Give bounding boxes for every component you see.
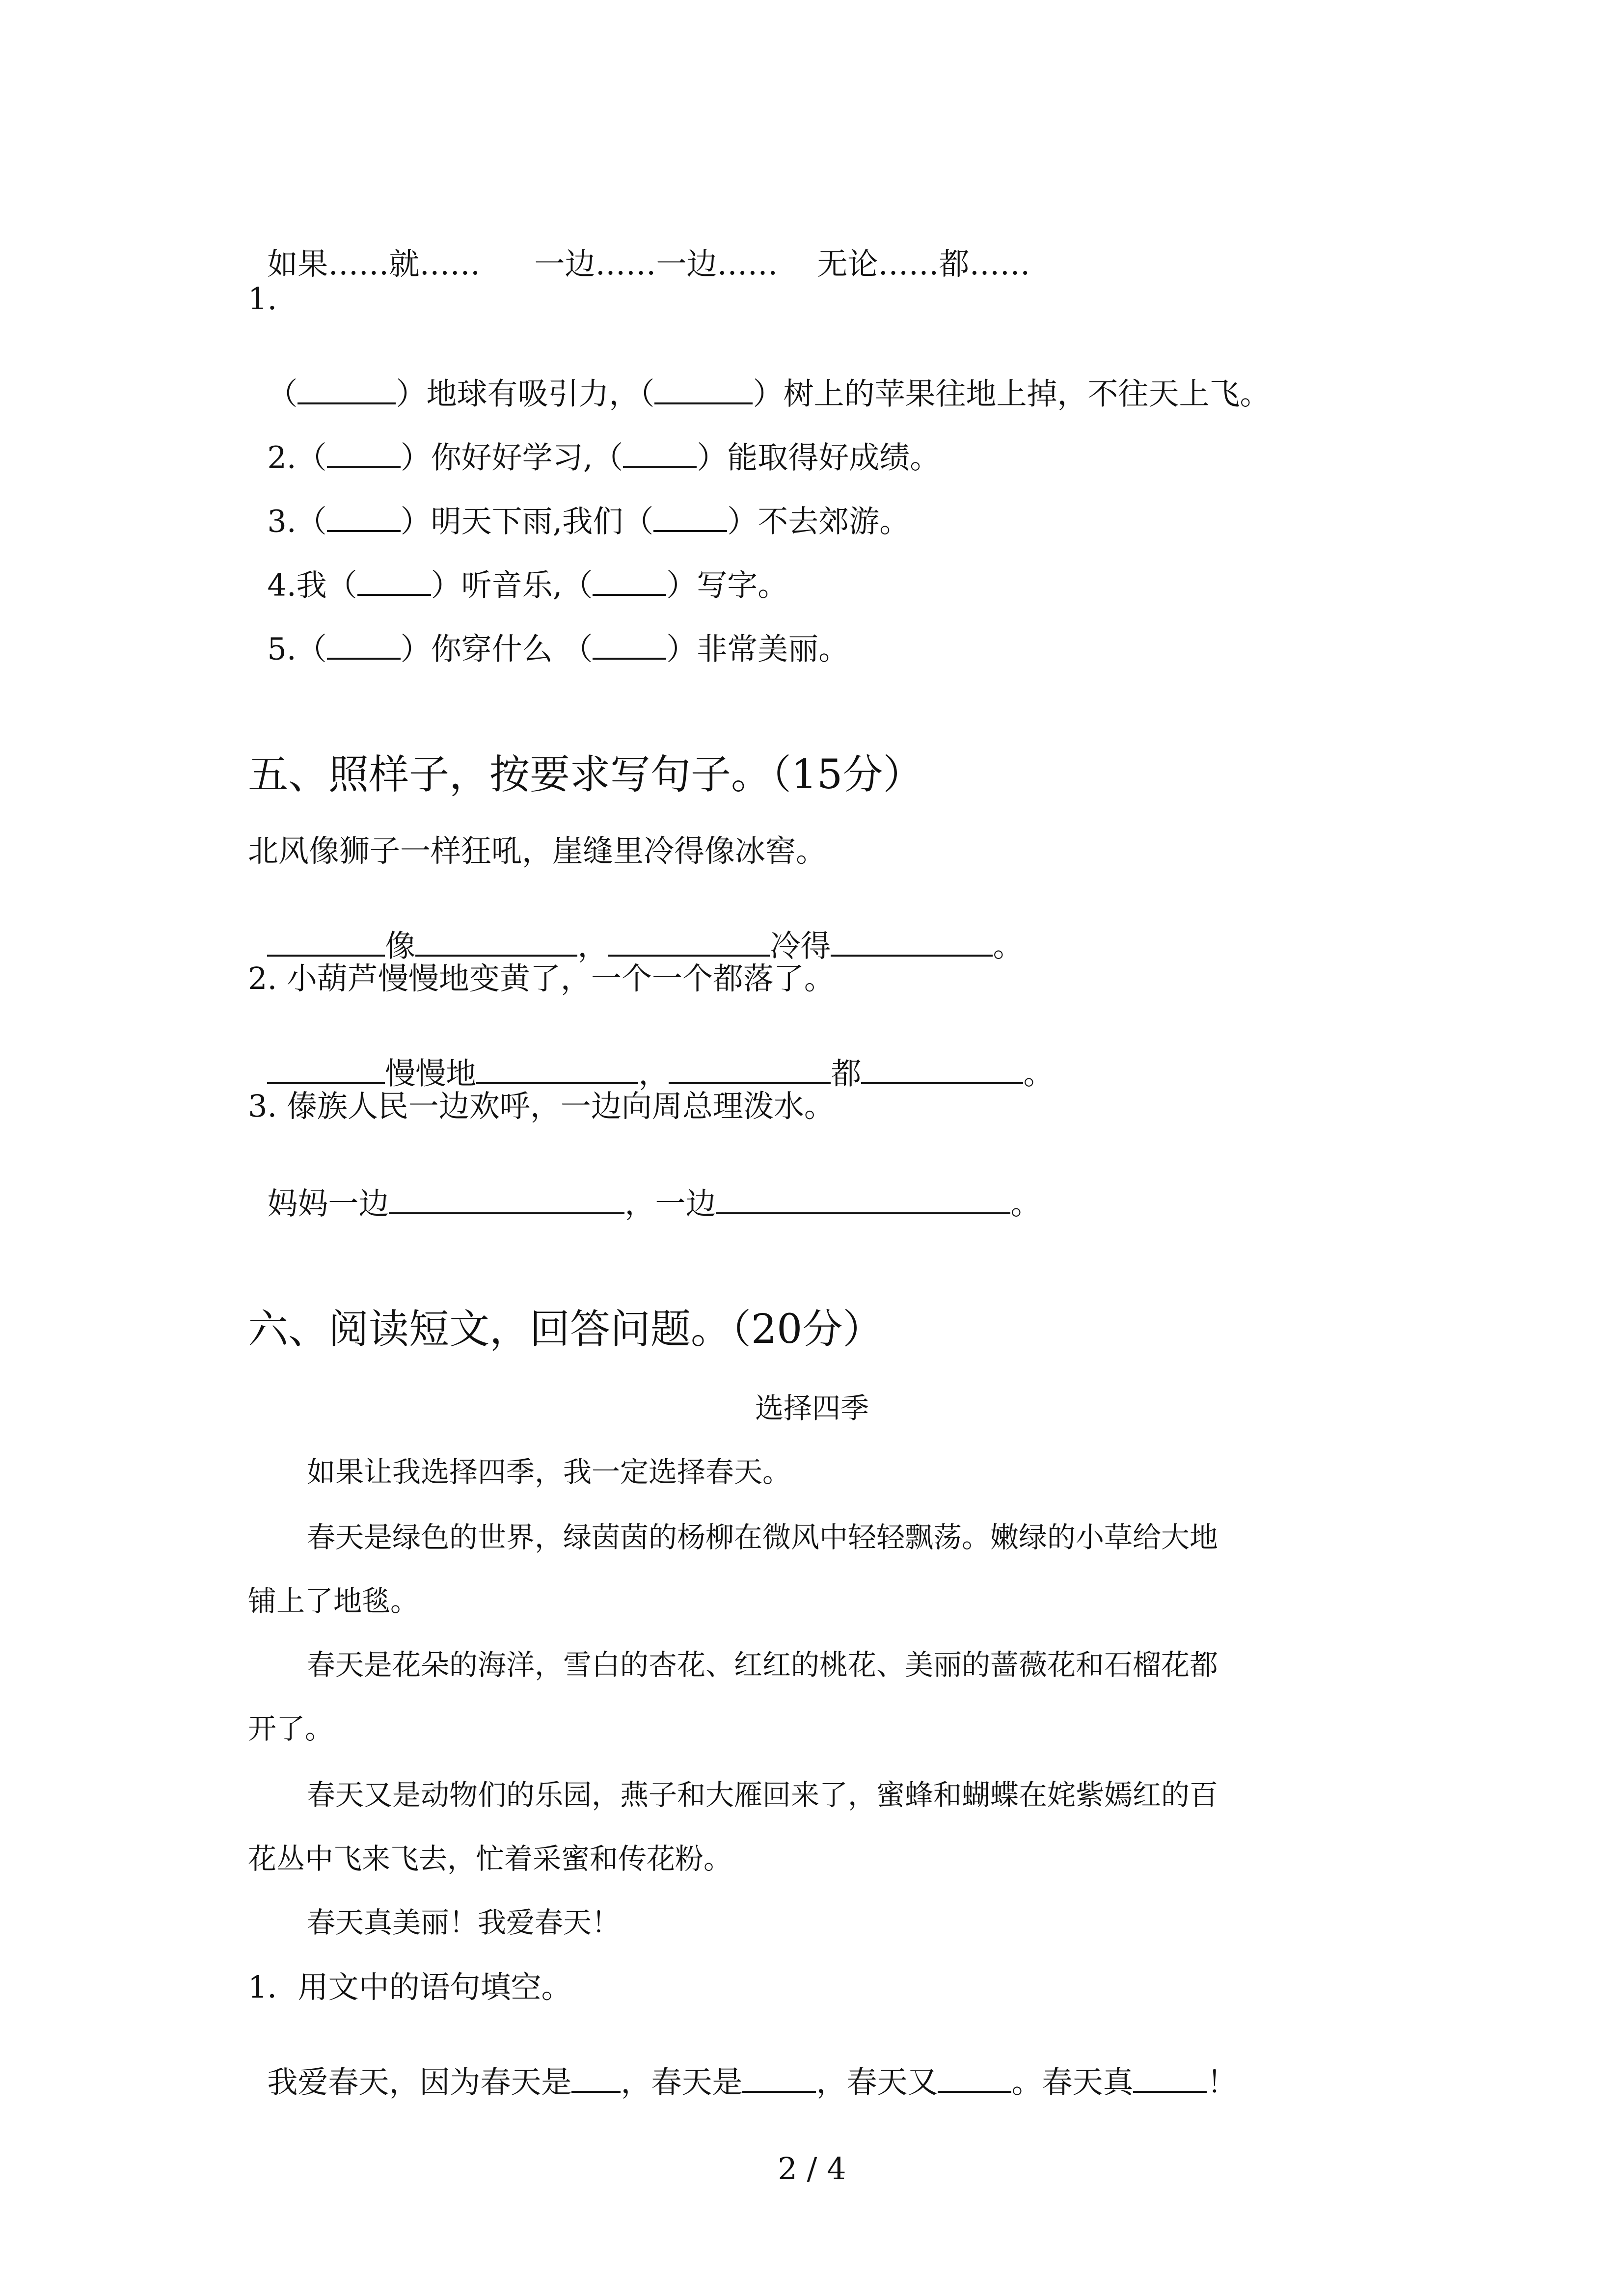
section5-fill3: 妈妈一边 ，一边 。: [267, 1185, 1041, 1222]
q4-item1: （ ）地球有吸引力，（ ）树上的苹果往地上掉，不往天上飞。: [267, 375, 1271, 412]
page-number: 2 / 4: [778, 2151, 846, 2187]
blank[interactable]: [267, 1058, 385, 1084]
blank[interactable]: [593, 633, 666, 660]
blank[interactable]: [298, 378, 396, 404]
question-1-fill: 我爱春天，因为春天是 ，春天是 ，春天又 。春天真 ！: [267, 2064, 1238, 2100]
blank[interactable]: [389, 1188, 624, 1214]
connector-2: 一边……一边……: [534, 246, 778, 282]
passage-paragraph-3: 春天是花朵的海洋，雪白的杏花、红红的桃花、美丽的蔷薇花和石榴花都: [307, 1648, 1218, 1682]
blank[interactable]: [267, 930, 385, 957]
passage-paragraph-3-cont: 开了。: [248, 1712, 334, 1745]
blank[interactable]: [593, 569, 666, 596]
blank[interactable]: [742, 2066, 816, 2093]
blank[interactable]: [415, 930, 577, 957]
passage-paragraph-5: 春天真美丽！我爱春天！: [307, 1906, 621, 1939]
blank[interactable]: [1133, 2066, 1207, 2093]
question-1: 1．用文中的语句填空。: [248, 1969, 572, 2005]
blank[interactable]: [327, 506, 401, 532]
blank[interactable]: [653, 506, 727, 532]
blank[interactable]: [716, 1188, 1010, 1214]
q4-item4: 4.我（ ）听音乐,（ ）写字。: [267, 567, 788, 603]
q4-item5: 5.（ ）你穿什么 （ ）非常美丽。: [267, 631, 849, 667]
section5-example2: 2. 小葫芦慢慢地变黄了，一个一个都落了。: [248, 961, 835, 996]
section6-heading: 六、阅读短文，回答问题。（20分）: [248, 1306, 883, 1353]
blank[interactable]: [669, 1058, 831, 1084]
blank[interactable]: [357, 569, 431, 596]
blank[interactable]: [861, 1058, 1023, 1084]
blank[interactable]: [327, 442, 401, 468]
blank[interactable]: [327, 633, 401, 660]
passage-paragraph-1: 如果让我选择四季，我一定选择春天。: [307, 1455, 791, 1489]
connector-list: [248, 218, 1030, 282]
q4-item3: 3.（ ）明天下雨,我们（ ）不去郊游。: [267, 503, 910, 539]
passage-paragraph-4-cont: 花丛中飞来飞去，忙着采蜜和传花粉。: [248, 1842, 732, 1875]
connector-3: 无论……都……: [817, 246, 1030, 282]
section5-fill2: 慢慢地 ， 都 。: [248, 1027, 1054, 1089]
passage-paragraph-4: 春天又是动物们的乐园，燕子和大雁回来了，蜜蜂和蝴蝶在姹紫嫣红的百: [307, 1778, 1218, 1812]
blank[interactable]: [571, 2066, 621, 2093]
blank[interactable]: [654, 378, 753, 404]
blank[interactable]: [476, 1058, 638, 1084]
section5-example3: 3. 傣族人民一边欢呼，一边向周总理泼水。: [248, 1088, 835, 1124]
section5-example1: 北风像狮子一样狂吼，崖缝里冷得像冰窖。: [248, 833, 827, 869]
q4-item1-number: 1.: [248, 281, 277, 317]
q4-item2: 2.（ ）你好好学习,（ ）能取得好成绩。: [267, 439, 941, 476]
blank[interactable]: [831, 930, 993, 957]
blank[interactable]: [623, 442, 697, 468]
passage-paragraph-2: 春天是绿色的世界，绿茵茵的杨柳在微风中轻轻飘荡。嫩绿的小草给大地: [307, 1521, 1218, 1554]
blank[interactable]: [608, 930, 770, 957]
section5-fill1: 像 ， 冷得 。: [248, 900, 1023, 961]
passage-paragraph-2-cont: 铺上了地毯。: [248, 1584, 419, 1618]
passage-title: 选择四季: [755, 1391, 869, 1425]
connector-1: 如果……就……: [267, 246, 481, 282]
section5-heading: 五、照样子，按要求写句子。（15分）: [248, 751, 923, 798]
blank[interactable]: [938, 2066, 1011, 2093]
